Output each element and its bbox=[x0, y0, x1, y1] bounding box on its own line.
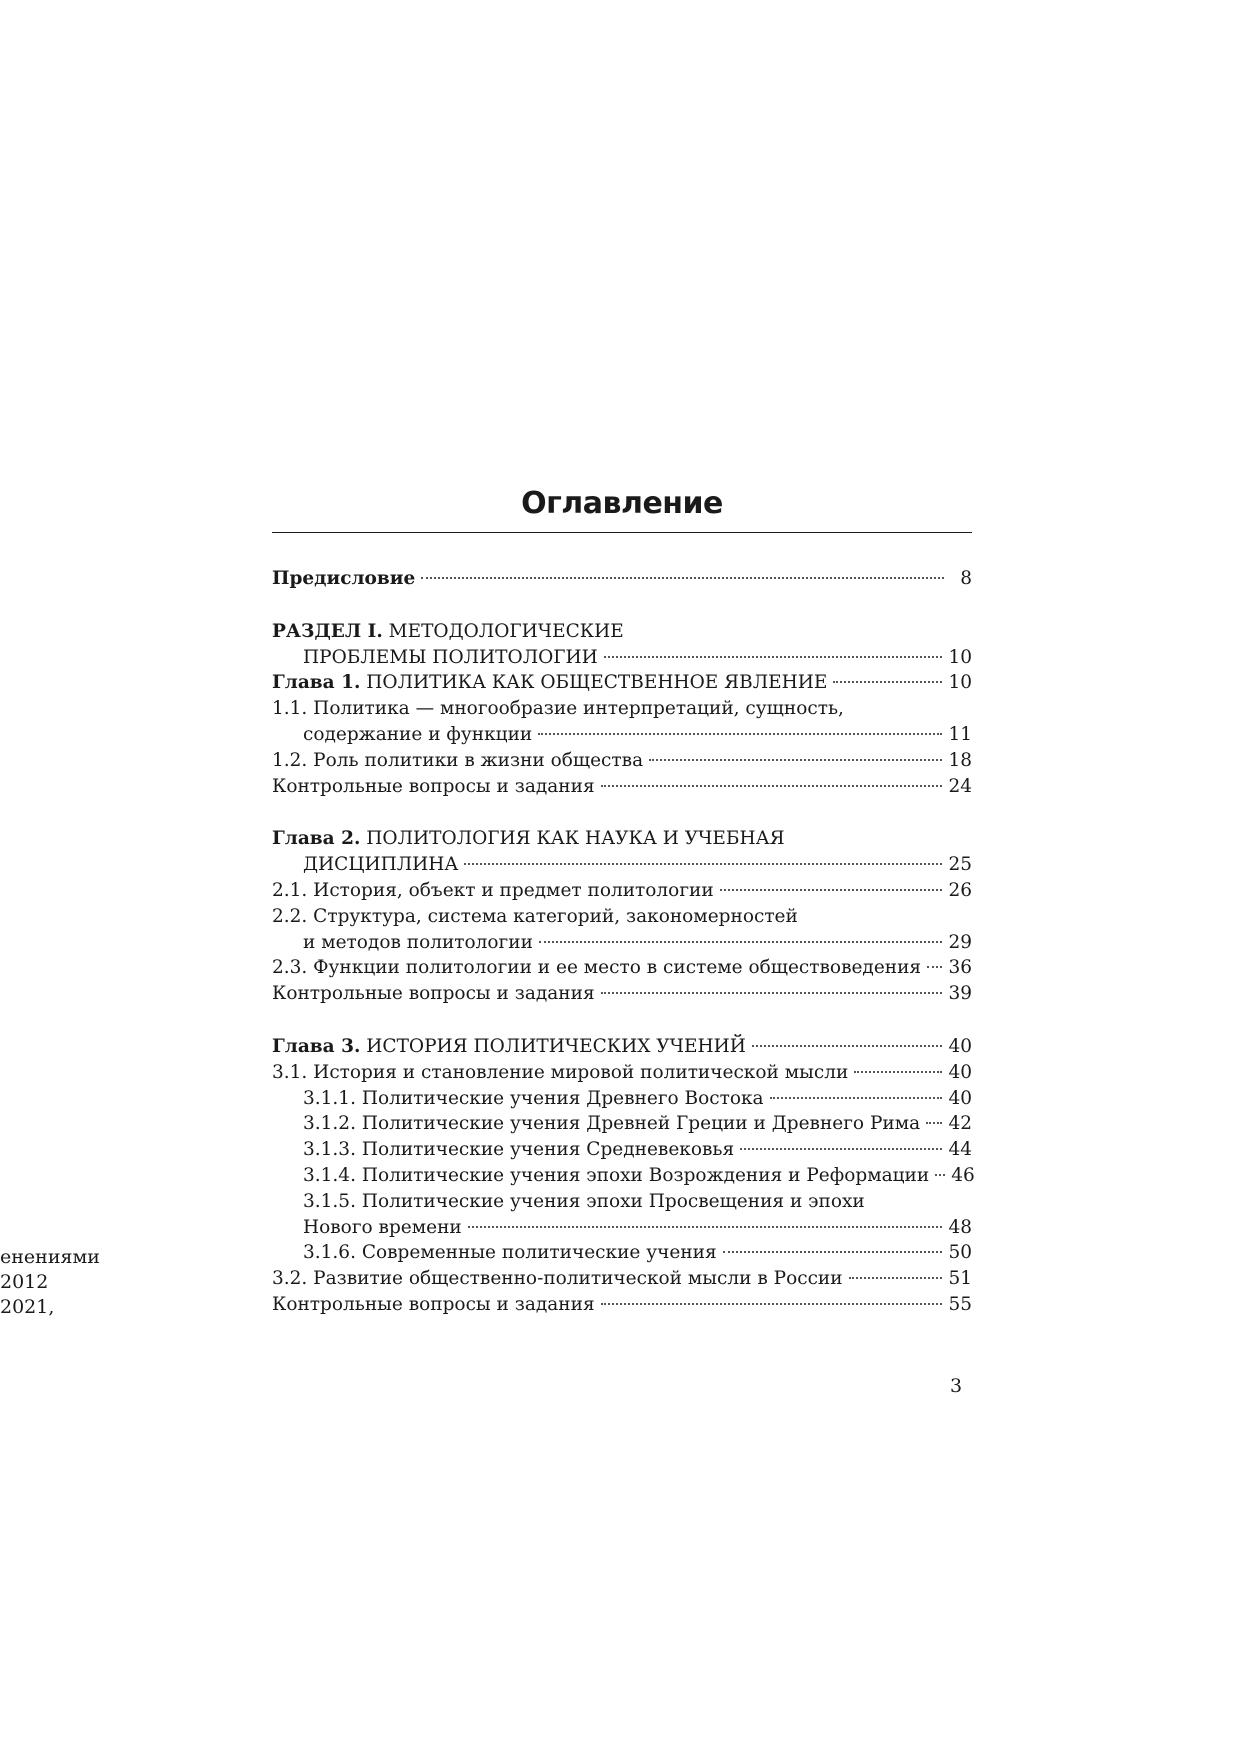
toc-entry-chapter3[interactable] bbox=[272, 1034, 972, 1060]
toc-entry-2-3[interactable] bbox=[272, 955, 972, 981]
dot-leader bbox=[720, 889, 943, 891]
toc-page: 39 bbox=[948, 983, 972, 1005]
dot-leader bbox=[468, 1226, 943, 1228]
toc-label: и методов политологии bbox=[303, 931, 533, 953]
toc-label: 2.1. История, объект и предмет политологии bbox=[272, 879, 714, 901]
toc-entry-preface[interactable] bbox=[272, 566, 972, 592]
toc-label: Предисловие bbox=[272, 568, 416, 589]
toc-entry-3-1[interactable] bbox=[272, 1060, 972, 1086]
toc-entry-2-2[interactable] bbox=[272, 904, 972, 930]
previous-page-bleed bbox=[0, 1245, 100, 1320]
toc-entry-3-1-5[interactable] bbox=[272, 1189, 972, 1215]
toc-label: Нового времени bbox=[303, 1216, 462, 1238]
dot-leader bbox=[854, 1071, 942, 1073]
toc-page: 10 bbox=[948, 646, 972, 668]
toc-page: 8 bbox=[960, 568, 972, 589]
toc-label: 3.1.1. Политические учения Древнего Востока bbox=[303, 1087, 764, 1109]
bleed-line: 2021, bbox=[0, 1296, 55, 1318]
toc-entry-3-1-4[interactable] bbox=[272, 1163, 975, 1189]
toc-label: 3.1.4. Политические учения эпохи Возрождения и Реформации bbox=[303, 1164, 930, 1186]
dot-leader bbox=[421, 577, 944, 579]
dot-leader bbox=[740, 1148, 942, 1150]
toc-entry-questions-2[interactable] bbox=[272, 981, 972, 1007]
toc-page: 48 bbox=[948, 1216, 972, 1238]
toc-label: 1.1. Политика — многообразие интерпретаций, сущность, bbox=[272, 698, 844, 720]
dot-leader bbox=[935, 1174, 945, 1176]
toc-entry-2-1[interactable] bbox=[272, 878, 972, 904]
toc-label: ПРОБЛЕМЫ ПОЛИТОЛОГИИ bbox=[303, 646, 598, 668]
toc-page: 10 bbox=[948, 672, 972, 694]
toc-page: 36 bbox=[948, 957, 972, 979]
dot-leader bbox=[833, 681, 942, 683]
toc-entry-1-1-cont[interactable] bbox=[272, 722, 972, 748]
bleed-line: 2012 bbox=[0, 1271, 49, 1293]
dot-leader bbox=[539, 941, 943, 943]
toc-page: 24 bbox=[948, 775, 972, 797]
toc-label: 3.1.3. Политические учения Средневековья bbox=[303, 1139, 735, 1161]
toc-page: 40 bbox=[948, 1061, 972, 1083]
dot-leader bbox=[538, 733, 942, 735]
toc-page: 42 bbox=[948, 1113, 972, 1135]
toc-page: 11 bbox=[948, 723, 972, 745]
table-of-contents bbox=[272, 566, 975, 1318]
toc-page: 26 bbox=[948, 879, 972, 901]
toc-page: 40 bbox=[948, 1087, 972, 1109]
bleed-line: енениями bbox=[0, 1246, 100, 1268]
toc-entry-3-1-1[interactable] bbox=[272, 1086, 972, 1112]
dot-leader bbox=[723, 1251, 943, 1253]
dot-leader bbox=[601, 992, 943, 994]
toc-page: 50 bbox=[948, 1242, 972, 1264]
toc-label: 3.2. Развитие общественно-политической мысли в России bbox=[272, 1268, 843, 1290]
dot-leader bbox=[649, 759, 942, 761]
toc-page: 46 bbox=[951, 1164, 975, 1186]
dot-leader bbox=[601, 1303, 943, 1305]
toc-entry-section1[interactable] bbox=[272, 619, 972, 645]
toc-entry-2-2-cont[interactable] bbox=[272, 930, 972, 956]
toc-entry-3-1-5-cont[interactable] bbox=[272, 1215, 972, 1241]
toc-label: 2.2. Структура, система категорий, закономерностей bbox=[272, 905, 798, 927]
toc-entry-chapter2[interactable] bbox=[272, 826, 972, 852]
toc-entry-chapter1[interactable] bbox=[272, 670, 972, 696]
toc-label: Контрольные вопросы и задания bbox=[272, 1293, 595, 1315]
toc-label: содержание и функции bbox=[303, 723, 533, 745]
toc-label: 3.1.5. Политические учения эпохи Просвещения и эпохи bbox=[303, 1190, 865, 1212]
toc-page: 25 bbox=[948, 854, 972, 876]
toc-entry-section1-cont[interactable] bbox=[272, 645, 972, 671]
toc-page: 44 bbox=[948, 1139, 972, 1161]
toc-entry-1-1[interactable] bbox=[272, 696, 972, 722]
toc-label: Глава 1. ПОЛИТИКА КАК ОБЩЕСТВЕННОЕ ЯВЛЕНИЕ bbox=[272, 672, 828, 694]
toc-label: ДИСЦИПЛИНА bbox=[303, 854, 459, 876]
toc-page: 51 bbox=[948, 1268, 972, 1290]
dot-leader bbox=[770, 1097, 943, 1099]
toc-page: 55 bbox=[948, 1293, 972, 1315]
toc-label: Контрольные вопросы и задания bbox=[272, 775, 595, 797]
toc-label: 2.3. Функции политологии и ее место в системе обществоведения bbox=[272, 957, 922, 979]
toc-entry-3-2[interactable] bbox=[272, 1266, 972, 1292]
dot-leader bbox=[752, 1045, 943, 1047]
toc-entry-questions-3[interactable] bbox=[272, 1292, 972, 1318]
toc-entry-3-1-2[interactable] bbox=[272, 1111, 972, 1137]
toc-label: Глава 2. ПОЛИТОЛОГИЯ КАК НАУКА И УЧЕБНАЯ bbox=[272, 828, 785, 850]
toc-label: РАЗДЕЛ I. МЕТОДОЛОГИЧЕСКИЕ bbox=[272, 620, 624, 642]
page-title: Оглавление bbox=[521, 486, 723, 521]
toc-entry-chapter2-cont[interactable] bbox=[272, 852, 972, 878]
toc-label: Контрольные вопросы и задания bbox=[272, 983, 595, 1005]
dot-leader bbox=[464, 863, 942, 865]
toc-label: 3.1. История и становление мировой политической мысли bbox=[272, 1061, 849, 1083]
toc-label: 1.2. Роль политики в жизни общества bbox=[272, 749, 644, 771]
toc-entry-3-1-3[interactable] bbox=[272, 1137, 972, 1163]
toc-entry-3-1-6[interactable] bbox=[272, 1240, 972, 1266]
dot-leader bbox=[849, 1277, 943, 1279]
dot-leader bbox=[601, 785, 943, 787]
toc-entry-questions-1[interactable] bbox=[272, 774, 972, 800]
toc-page: 18 bbox=[948, 749, 972, 771]
page-number: 3 bbox=[950, 1375, 963, 1397]
toc-label: 3.1.2. Политические учения Древней Греции и Древнего Рима bbox=[303, 1113, 921, 1135]
toc-label: Глава 3. ИСТОРИЯ ПОЛИТИЧЕСКИХ УЧЕНИЙ bbox=[272, 1035, 746, 1057]
toc-entry-1-2[interactable] bbox=[272, 748, 972, 774]
dot-leader bbox=[604, 656, 943, 658]
title-rule bbox=[272, 532, 972, 533]
toc-page: 29 bbox=[948, 931, 972, 953]
toc-page: 40 bbox=[948, 1035, 972, 1057]
dot-leader bbox=[927, 966, 942, 968]
dot-leader bbox=[926, 1122, 942, 1124]
toc-label: 3.1.6. Современные политические учения bbox=[303, 1242, 717, 1264]
